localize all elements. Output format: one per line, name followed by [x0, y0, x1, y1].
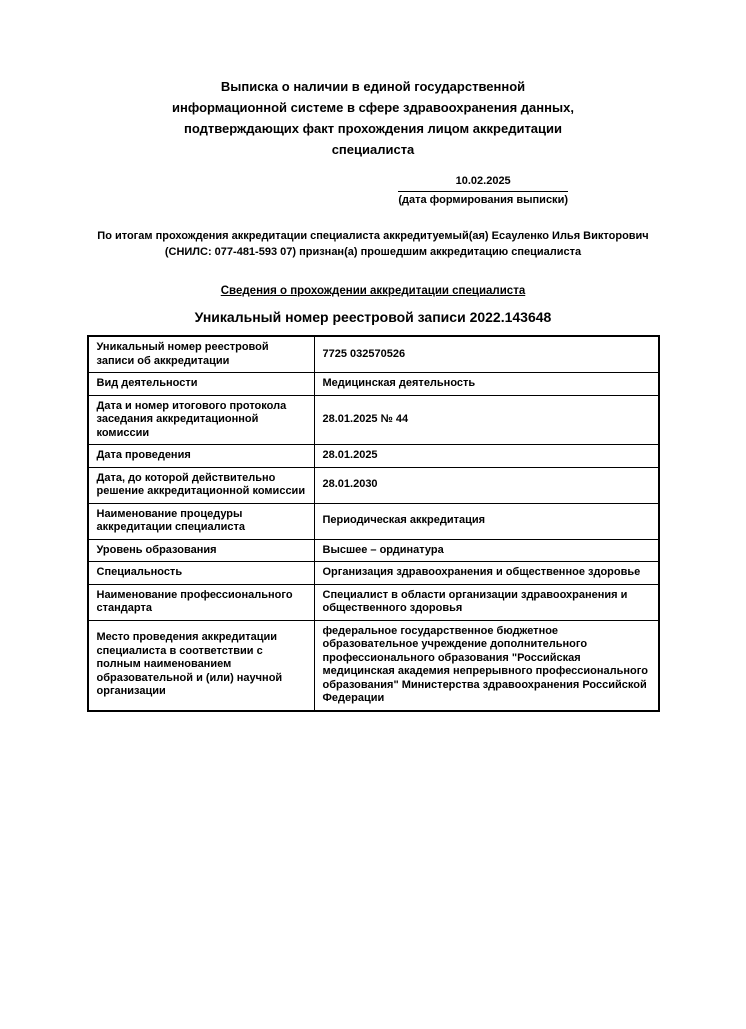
- table-row: [88, 336, 659, 373]
- row-label: Наименование процедуры аккредитации специалиста: [88, 503, 315, 539]
- row-value: Специалист в области организации здравоохранения и общественного здоровья: [314, 584, 659, 620]
- row-value: Медицинская деятельность: [314, 373, 659, 396]
- row-label: Наименование профессионального стандарта: [88, 584, 315, 620]
- table-row: [88, 503, 659, 539]
- accreditation-details-table: [87, 335, 660, 712]
- row-label: Уникальный номер реестровой записи об аккредитации: [88, 336, 315, 373]
- table-row: [88, 539, 659, 562]
- row-label: Место проведения аккредитации специалиста в соответствии с полным наименованием образовательной и (или) научной организации: [88, 620, 315, 711]
- extract-date-caption: (дата формирования выписки): [398, 191, 568, 207]
- row-label: Дата, до которой действительно решение аккредитационной комиссии: [88, 467, 315, 503]
- row-value: Периодическая аккредитация: [314, 503, 659, 539]
- table-row: [88, 395, 659, 445]
- registry-record-heading: Уникальный номер реестровой записи 2022.143648: [194, 309, 552, 325]
- row-label: Вид деятельности: [88, 373, 315, 396]
- row-label: Специальность: [88, 562, 315, 585]
- row-label: Дата проведения: [88, 445, 315, 468]
- table-row: [88, 620, 659, 711]
- row-value: 28.01.2025 № 44: [314, 395, 659, 445]
- row-value: Высшее – ординатура: [314, 539, 659, 562]
- table-row: [88, 373, 659, 396]
- row-value: 28.01.2030: [314, 467, 659, 503]
- extract-date-block: [398, 175, 568, 207]
- accreditation-result-paragraph: По итогам прохождения аккредитации специалиста аккредитуемый(ая) Есауленко Илья Викторович (СНИЛС: 077-481-593 07) признан(а) прошедшим аккредитацию специалиста: [97, 230, 649, 258]
- row-value: федеральное государственное бюджетное образовательное учреждение дополнительного профессионального образования "Российская медицинская академия непрерывного профессионального образования" Министерства здравоохранения Российской Федерации: [314, 620, 659, 711]
- row-label: Уровень образования: [88, 539, 315, 562]
- row-label: Дата и номер итогового протокола заседания аккредитационной комиссии: [88, 395, 315, 445]
- section-heading: Сведения о прохождении аккредитации специалиста: [220, 285, 526, 297]
- row-value: 7725 032570526: [314, 336, 659, 373]
- table-row: [88, 445, 659, 468]
- document-title: Выписка о наличии в единой государственной информационной системе в сфере здравоохранения данных, подтверждающих факт прохождения лицом аккредитации специалиста: [172, 79, 574, 157]
- table-row: [88, 584, 659, 620]
- table-row: [88, 467, 659, 503]
- extract-date-value: 10.02.2025: [455, 175, 511, 187]
- table-row: [88, 562, 659, 585]
- row-value: Организация здравоохранения и общественное здоровье: [314, 562, 659, 585]
- row-value: 28.01.2025: [314, 445, 659, 468]
